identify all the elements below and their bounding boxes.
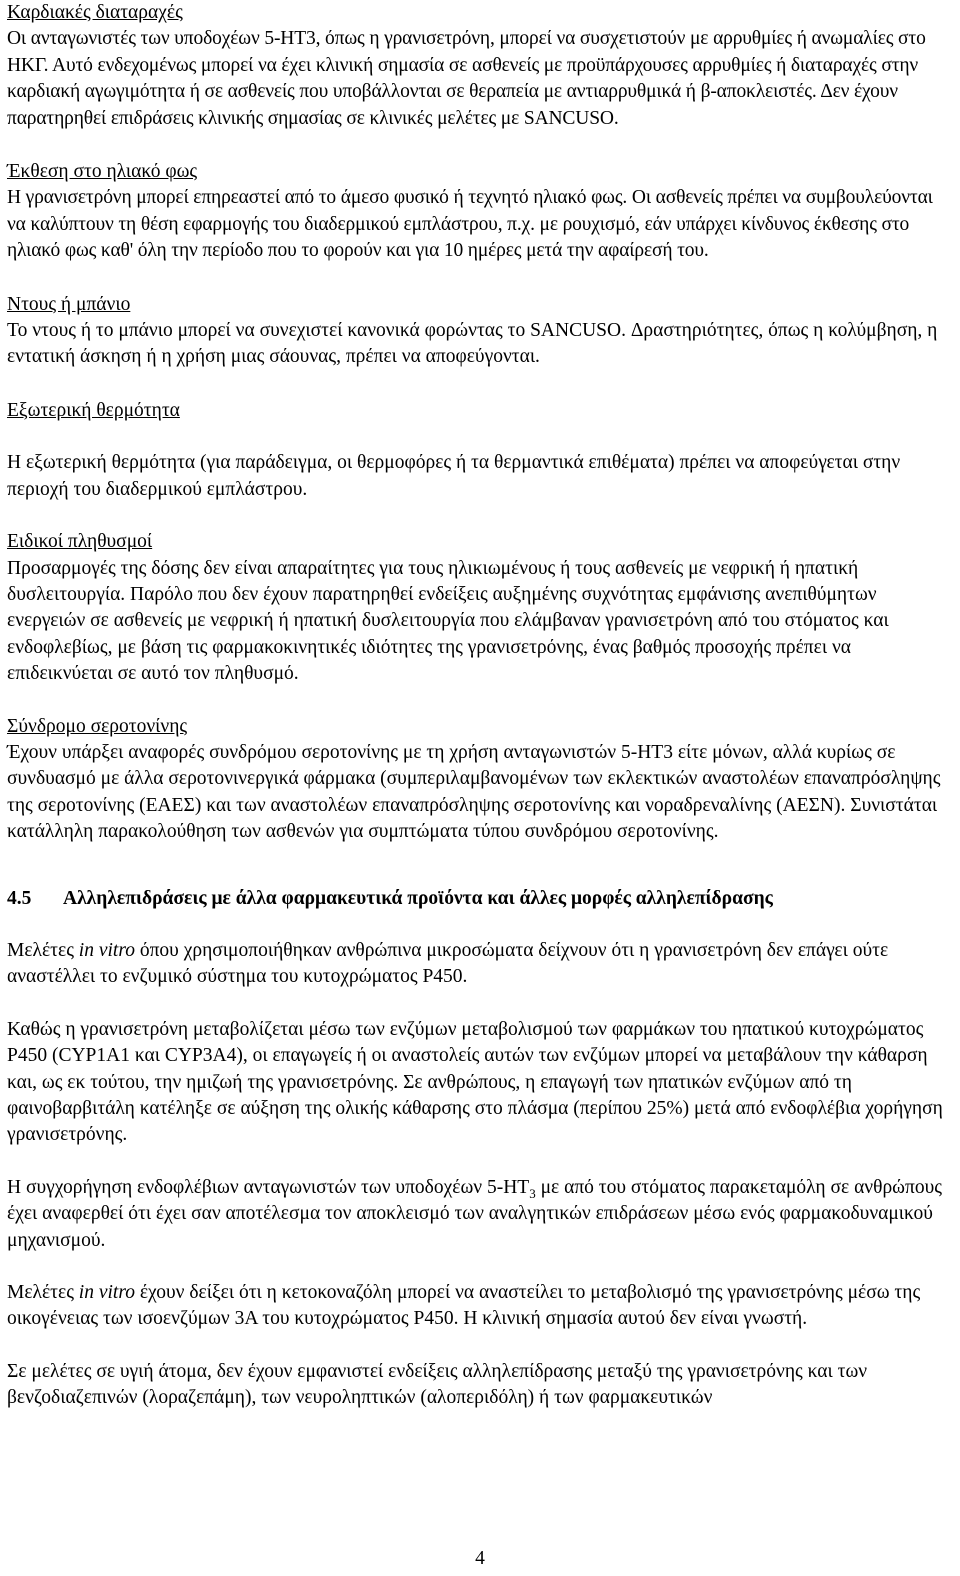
paragraph-paracetamol: Η συγχορήγηση ενδοφλέβιων ανταγωνιστών των υποδοχέων $5-HT_3$ με από του στόματος παρακεταμόλη σε ανθρώπους έχει αναφερθεί ότι έχει σαν αποτέλεσμα τον αποκλεισμό των αναλγητικών επιδράσεων μέσω ενός φαρμακοδυναμικού μηχανισμού. [7, 1176, 942, 1251]
paragraph-shower-bath: Το ντους ή το μπάνιο μπορεί να συνεχιστεί κανονικά φορώντας το SANCUSO. Δραστηριότητες, όπως η κολύμβηση, η εντατική άσκηση ή η χρήση μιας σάουνας, πρέπει να αποφεύγονται. [7, 320, 938, 368]
document-page [7, 0, 955, 1412]
paragraph-cardiac: Οι ανταγωνιστές των υποδοχέων 5-HT3, όπως η γρανισετρόνη, μπορεί να συσχετιστούν με αρρυθμίες ή ανωμαλίες στο ΗΚΓ. Αυτό ενδεχομένως μπορεί να έχει κλινική σημασία σε ασθενείς με προϋπάρχουσες αρρυθμίες ή διαταραχές στην καρδιακή αγωγιμότητα ή σε ασθενείς που υποβάλλονται σε θεραπεία με αντιαρρυθμικά ή β-αποκλειστές. Δεν έχουν παρατηρηθεί επιδράσεις κλινικής σημασίας σε κλινικές μελέτες με SANCUSO. [7, 28, 926, 129]
italic-in-vitro: in vitro [78, 939, 135, 961]
subscript-3: 3 [529, 1185, 536, 1201]
paragraph-sun-exposure: Η γρανισετρόνη μπορεί επηρεαστεί από το άμεσο φυσικό ή τεχνητό ηλιακό φως. Οι ασθενείς πρέπει να συμβουλεύονται να καλύπτουν τη θέση εφαρμογής του διαδερμικού εμπλάστρου, π.χ. με ρουχισμό, εάν υπάρχει κίνδυνος έκθεσης στο ηλιακό φως καθ' όλη την περίοδο που το φορούν και για 10 ημέρες μετά την αφαίρεσή του. [7, 187, 933, 262]
paragraph-serotonin-syndrome: Έχουν υπάρξει αναφορές συνδρόμου σεροτονίνης με τη χρήση ανταγωνιστών 5-HT3 είτε μόνων, αλλά κυρίως σε συνδυασμό με άλλα σεροτονινεργικά φάρμακα (συμπεριλαμβανομένων των εκλεκτικών αναστολέων επαναπρόσληψης της σεροτονίνης (ΕΑΕΣ) και των αναστολέων επαναπρόσληψης σεροτονίνης και νοραδρεναλίνης (ΑΕΣΝ). Συνιστάται κατάλληλη παρακολούθηση των ασθενών για συμπτώματα τύπου συνδρόμου σεροτονίνης. [7, 741, 941, 843]
page-number: 4 [475, 1548, 485, 1569]
heading-cardiac: Καρδιακές διαταραχές [7, 2, 183, 23]
heading-external-heat: Εξωτερική θερμότητα [7, 399, 180, 421]
paragraph-special-populations: Προσαρμογές της δόσης δεν είναι απαραίτητες για τους ηλικιωμένους ή τους ασθενείς με νεφρική ή ηπατική δυσλειτουργία. Παρόλο που δεν έχουν παρατηρηθεί ενδείξεις αυξημένης συχνότητας εμφάνισης ανεπιθύμητων ενεργειών σε ασθενείς με νεφρική ή ηπατική δυσλειτουργία που ελάμβαναν γρανισετρόνη από του στόματος και ενδοφλεβίως, με βάση τις φαρμακοκινητικές ιδιότητες της γρανισετρόνης, ένας βαθμός προσοχής πρέπει να επιδεικνύεται σε αυτό τον πληθυσμό. [7, 557, 889, 685]
paragraph-external-heat: Η εξωτερική θερμότητα (για παράδειγμα, οι θερμοφόρες ή τα θερμαντικά επιθέματα) πρέπει να αποφεύγεται στην περιοχή του διαδερμικού εμπλάστρου. [7, 452, 901, 500]
heading-sun-exposure: Έκθεση στο ηλιακό φως [7, 161, 198, 183]
paragraph-cyp450-metabolism: Καθώς η γρανισετρόνη μεταβολίζεται μέσω των ενζύμων μεταβολισμού των φαρμάκων του ηπατικού κυτοχρώματος P450 (CYP1A1 και CYP3A4), οι επαγωγείς ή οι αναστολείς αυτών των ενζύμων μπορεί να μεταβάλουν την κάθαρση και, ως εκ τούτου, την ημιζωή της γρανισετρόνης. Σε ανθρώπους, η επαγωγή των ηπατικών ενζύμων από τη φαινοβαρβιτάλη κατέληξε σε αύξηση της ολικής κάθαρσης στο πλάσμα (περίπου 25%) μετά από ενδοφλέβια χορήγηση γρανισετρόνης. [7, 1018, 943, 1146]
section-title-4-5 [7, 886, 955, 912]
paragraph-in-vitro-microsomes: Μελέτες in vitro όπου χρησιμοποιήθηκαν ανθρώπινα μικροσώματα δείχνουν ότι η γρανισετρόνη δεν επάγει ούτε αναστέλλει το ενζυμικό σύστημα του κυτοχρώματος P450. [7, 939, 889, 988]
heading-shower-bath: Ντους ή μπάνιο [7, 293, 131, 315]
paragraph-healthy-subjects: Σε μελέτες σε υγιή άτομα, δεν έχουν εμφανιστεί ενδείξεις αλληλεπίδρασης μεταξύ της γρανισετρόνης και των βενζοδιαζεπινών (λοραζεπάμη), των νευροληπτικών (αλοπεριδόλη) ή των φαρμακευτικών [7, 1360, 868, 1409]
paragraph-ketoconazole: Μελέτες in vitro έχουν δείξει ότι η κετοκοναζόλη μπορεί να αναστείλει το μεταβολισμό της γρανισετρόνης μέσω της οικογένειας των ισοενζύμων 3Α του κυτοχρώματος P450. Η κλινική σημασία αυτού δεν είναι γνωστή. [7, 1282, 921, 1330]
heading-special-populations: Ειδικοί πληθυσμοί [7, 531, 153, 553]
section-title-text: Αλληλεπιδράσεις με άλλα φαρμακευτικά προϊόντα και άλλες μορφές αλληλεπίδρασης [63, 887, 773, 909]
heading-serotonin-syndrome: Σύνδρομο σεροτονίνης [7, 715, 188, 737]
italic-in-vitro-2: in vitro [78, 1282, 135, 1304]
section-number: 4.5 [7, 887, 32, 909]
